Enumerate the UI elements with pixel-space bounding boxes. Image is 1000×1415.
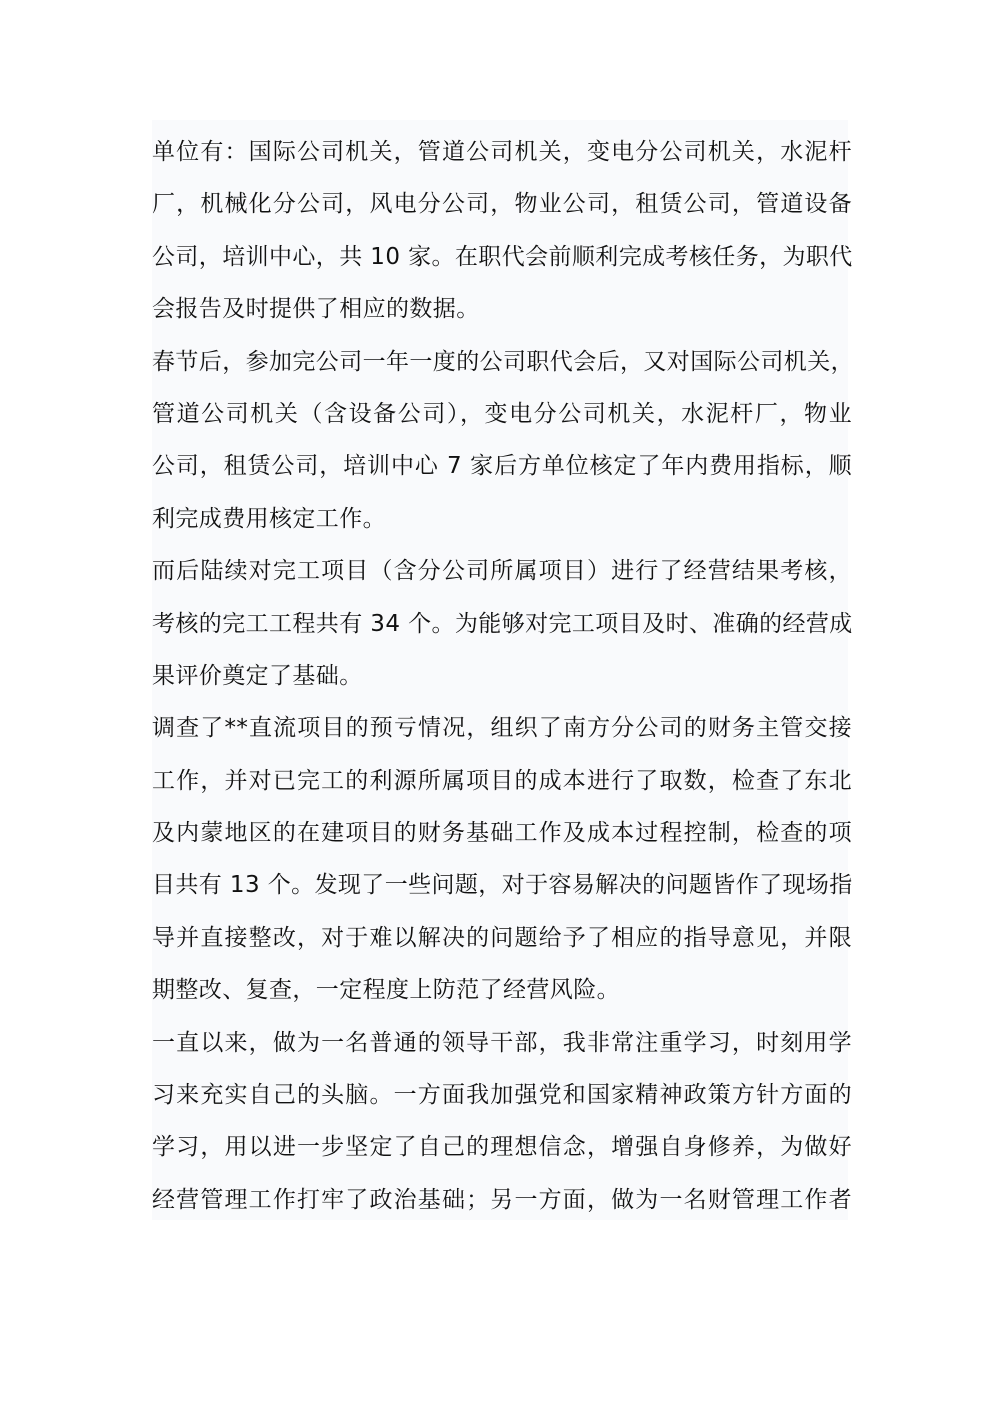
paragraph-units-assessment	[152, 126, 852, 336]
text-line: 利完成费用核定工作。	[152, 505, 386, 532]
text-line: 单位有：国际公司机关，管道公司机关，变电分公司机关，水泥杆	[152, 139, 852, 165]
text-line: 调查了**直流项目的预亏情况，组织了南方分公司的财务主管交接	[152, 715, 852, 742]
text-line: 及内蒙地区的在建项目的财务基础工作及成本过程控制，检查的项	[152, 820, 852, 847]
text-line: 公司，租赁公司，培训中心 7 家后方单位核定了年内费用指标，顺	[152, 453, 852, 480]
text-line: 导并直接整改，对于难以解决的问题给予了相应的指导意见，并限	[152, 924, 852, 951]
paragraph-expense-quota	[152, 336, 852, 546]
text-line: 春节后，参加完公司一年一度的公司职代会后，又对国际公司机关，	[152, 348, 854, 375]
paragraph-project-assessment	[152, 545, 852, 702]
text-line: 厂，机械化分公司，风电分公司，物业公司，租赁公司，管道设备	[152, 191, 852, 218]
text-line: 习来充实自己的头脑。一方面我加强党和国家精神政策方针方面的	[152, 1082, 852, 1109]
text-line: 一直以来，做为一名普通的领导干部，我非常注重学习，时刻用学	[152, 1029, 852, 1056]
text-line: 目共有 13 个。发现了一些问题，对于容易解决的问题皆作了现场指	[152, 872, 853, 899]
document-body	[152, 126, 852, 1226]
text-line: 期整改、复查，一定程度上防范了经营风险。	[152, 977, 620, 1004]
text-line: 公司，培训中心，共 10 家。在职代会前顺利完成考核任务，为职代	[152, 243, 853, 270]
paragraph-study	[152, 1017, 852, 1227]
text-line: 果评价奠定了基础。	[152, 662, 363, 689]
text-line: 会报告及时提供了相应的数据。	[152, 296, 480, 323]
text-line: 考核的完工工程共有 34 个。为能够对完工项目及时、准确的经营成	[152, 610, 853, 637]
text-line: 学习，用以进一步坚定了自己的理想信念，增强自身修养，为做好	[152, 1134, 852, 1161]
text-line: 管道公司机关（含设备公司），变电分公司机关，水泥杆厂，物业	[152, 400, 852, 427]
paragraph-investigation	[152, 702, 852, 1016]
text-line: 经营管理工作打牢了政治基础；另一方面，做为一名财管理工作者	[152, 1186, 852, 1213]
text-line: 而后陆续对完工项目（含分公司所属项目）进行了经营结果考核，	[152, 558, 852, 585]
text-line: 工作，并对已完工的利源所属项目的成本进行了取数，检查了东北	[152, 767, 852, 794]
